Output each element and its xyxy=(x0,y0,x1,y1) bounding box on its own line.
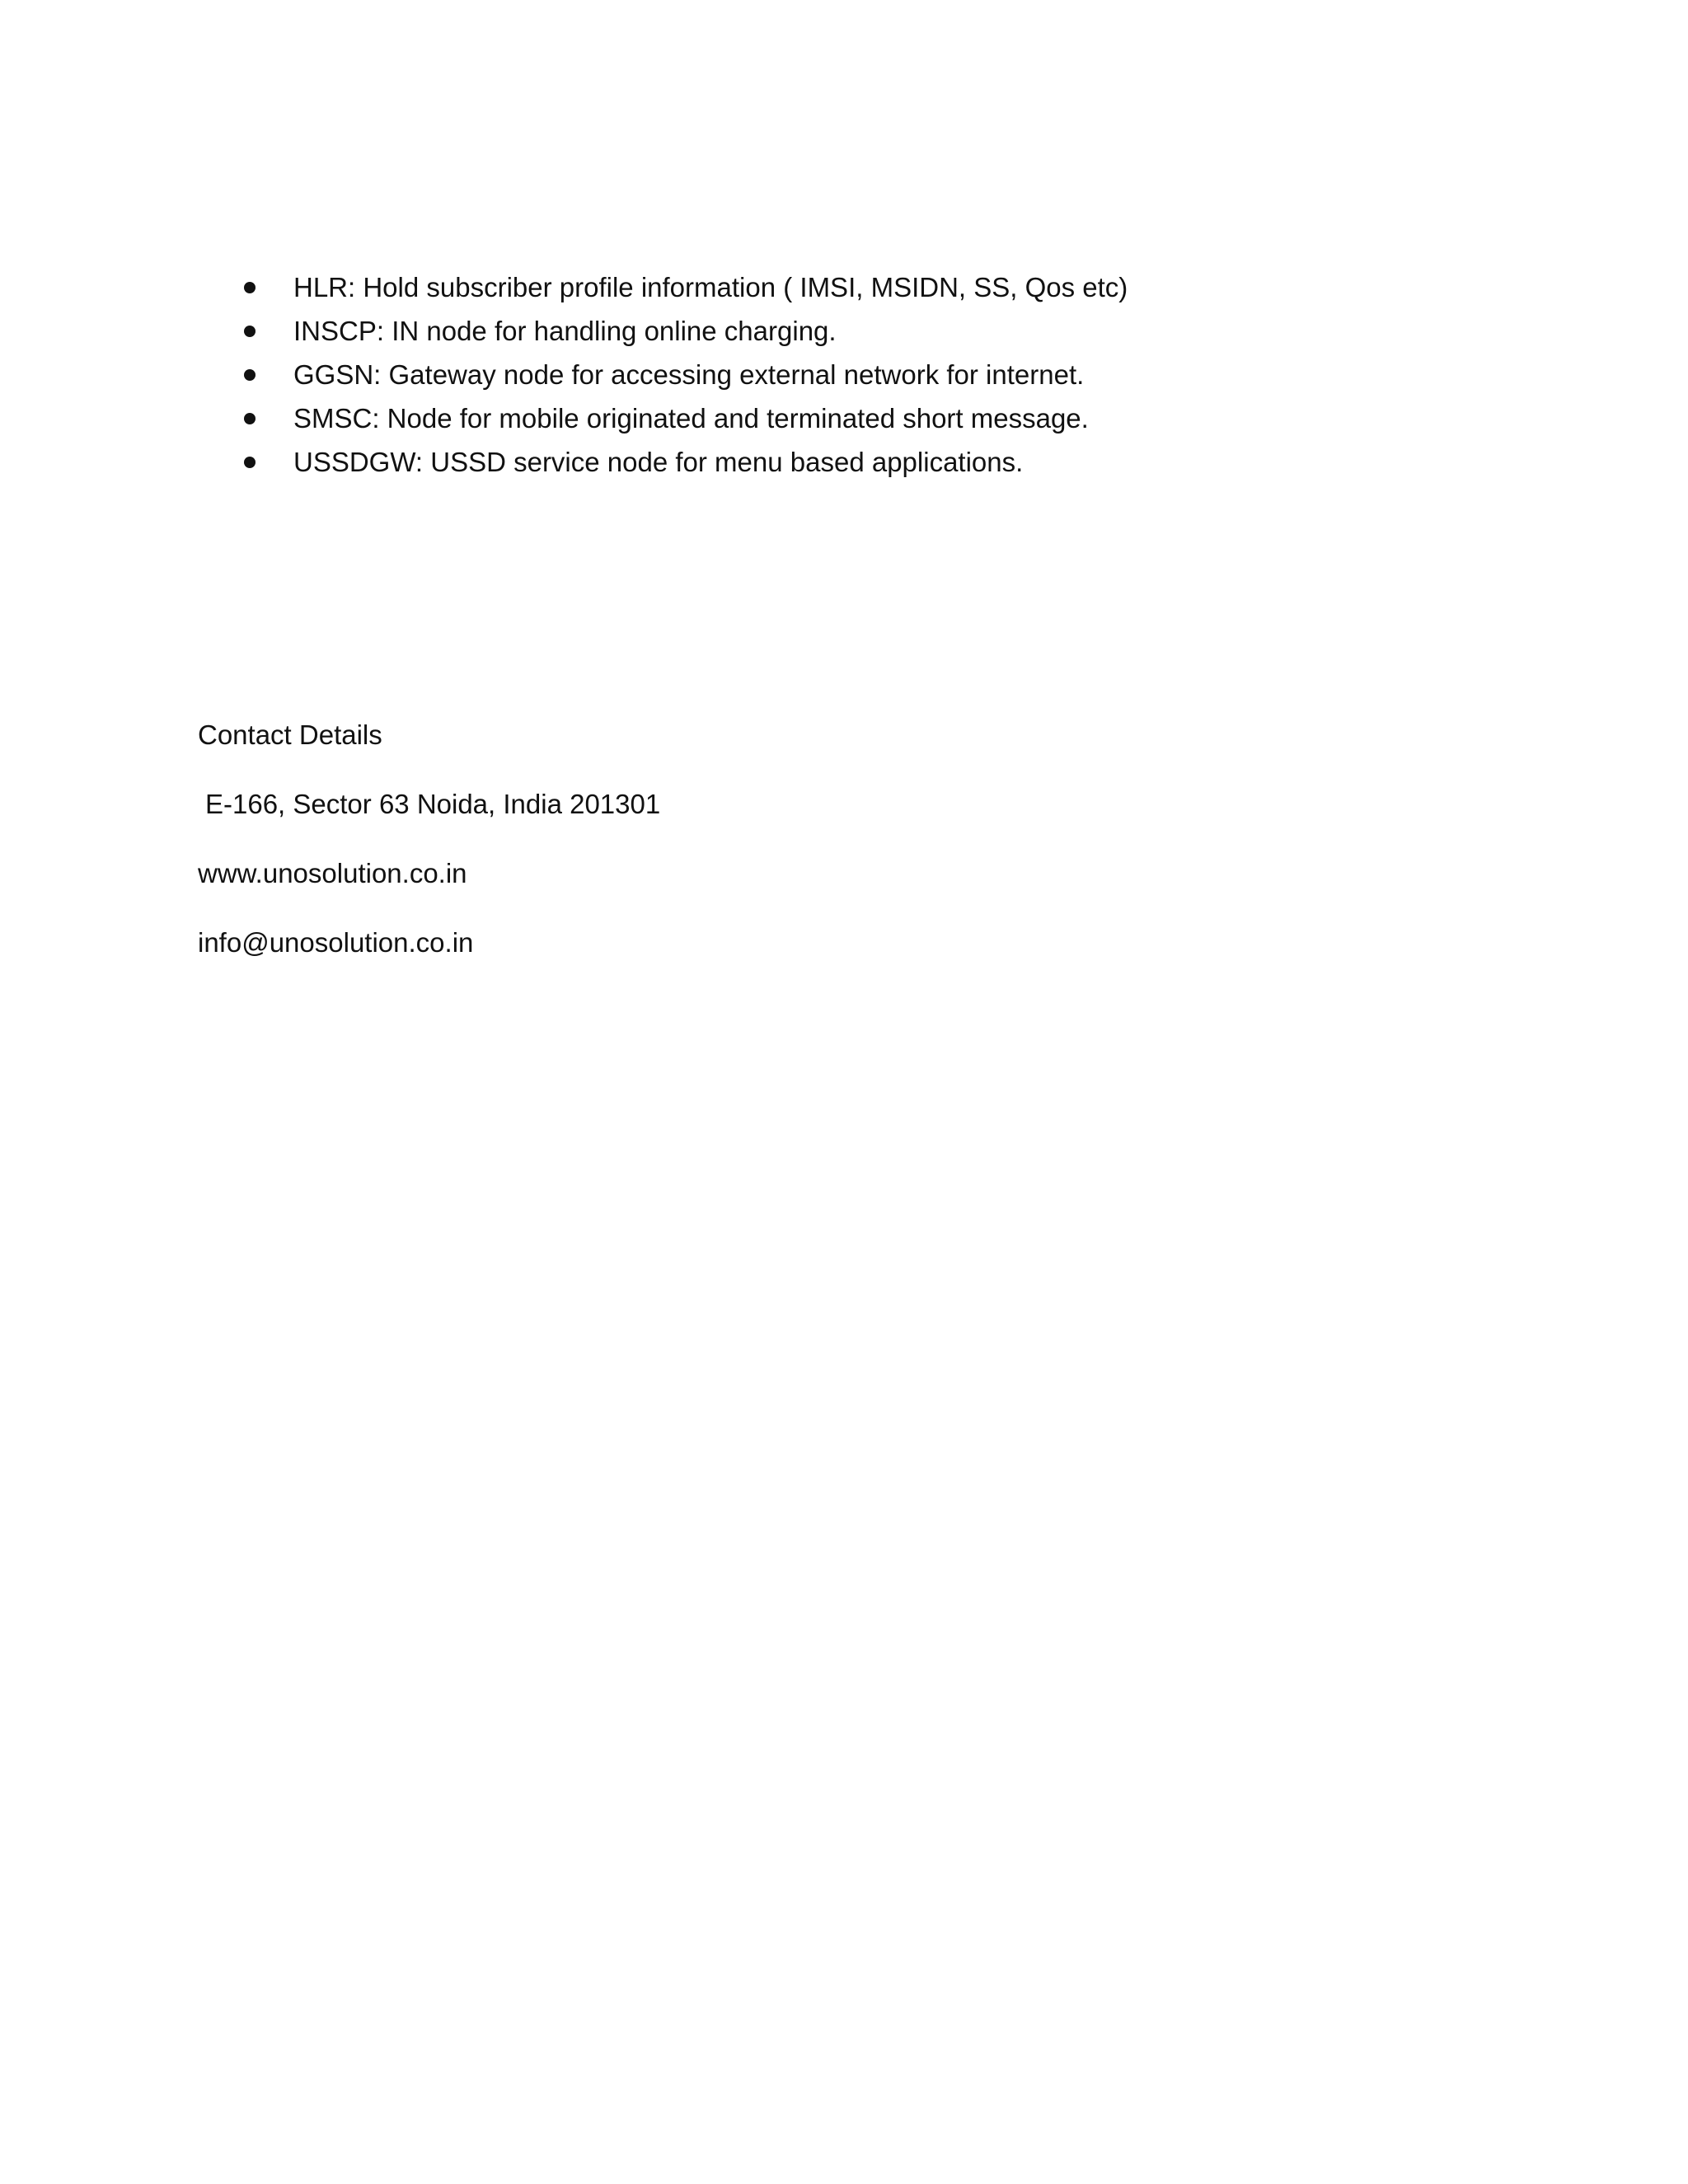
bullet-icon xyxy=(244,457,256,468)
contact-address: E-166, Sector 63 Noida, India 201301 xyxy=(205,789,661,819)
contact-website: www.unosolution.co.in xyxy=(198,858,467,888)
bullet-icon xyxy=(244,282,256,293)
bullet-icon xyxy=(244,413,256,424)
contact-email: info@unosolution.co.in xyxy=(198,927,474,958)
bullet-icon xyxy=(244,326,256,337)
bullet-icon xyxy=(244,369,256,381)
list-item-text: SMSC: Node for mobile originated and terminated short message. xyxy=(293,403,1089,434)
contact-details-section xyxy=(198,717,660,994)
contact-heading: Contact Details xyxy=(198,719,382,750)
list-item-text: GGSN: Gateway node for accessing external network for internet. xyxy=(293,359,1085,390)
list-item-text: USSDGW: USSD service node for menu based applications. xyxy=(293,447,1024,477)
list-item-text: HLR: Hold subscriber profile information ( IMSI, MSIDN, SS, Qos etc) xyxy=(293,272,1128,302)
list-item-text: INSCP: IN node for handling online charging. xyxy=(293,316,837,346)
